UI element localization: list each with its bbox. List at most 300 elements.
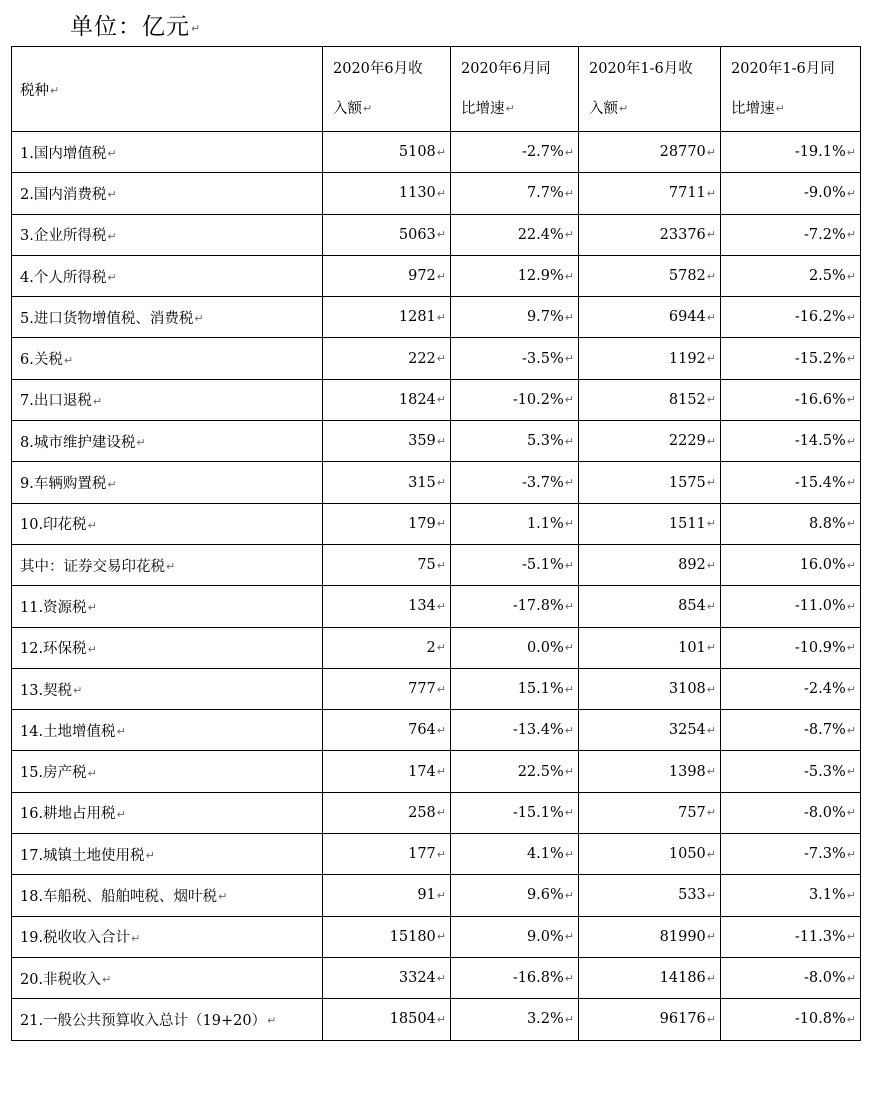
- cell-h1-revenue-text: 81990: [659, 928, 706, 945]
- paragraph-mark-icon: ↵: [564, 145, 574, 159]
- cell-tax-type: [12, 792, 323, 833]
- cell-tax-type-text: 11.资源税: [20, 599, 87, 616]
- cell-h1-growth: [721, 627, 861, 668]
- cell-june-revenue-text: 134: [408, 598, 436, 615]
- cell-h1-growth: [721, 916, 861, 957]
- paragraph-mark-icon: ↵: [73, 684, 83, 697]
- paragraph-mark-icon: ↵: [107, 188, 117, 202]
- paragraph-mark-icon: ↵: [436, 434, 446, 448]
- cell-june-revenue-text: 777: [408, 681, 436, 697]
- cell-june-revenue-text: 258: [408, 804, 436, 821]
- cell-h1-revenue-text: 96176: [659, 1011, 706, 1028]
- cell-june-growth-text: 9.0%: [526, 928, 564, 945]
- paragraph-mark-icon: ↵: [564, 186, 574, 200]
- cell-tax-type-text: 8.城市维护建设税: [20, 434, 136, 451]
- cell-june-growth-text: -10.2%: [512, 391, 564, 408]
- unit-label: [70, 8, 201, 41]
- cell-h1-revenue: [579, 379, 721, 420]
- cell-h1-revenue: [579, 668, 721, 709]
- table-row: [12, 916, 861, 957]
- cell-june-growth-text: 3.2%: [526, 1011, 564, 1028]
- cell-h1-revenue-text: 3254: [668, 722, 706, 739]
- cell-june-revenue: [323, 214, 451, 255]
- cell-h1-growth-text: -15.4%: [794, 474, 846, 491]
- table-row: [12, 255, 861, 296]
- paragraph-mark-icon: ↵: [87, 601, 97, 615]
- cell-tax-type: [12, 586, 323, 627]
- paragraph-mark-icon: ↵: [107, 477, 117, 491]
- cell-tax-type: [12, 710, 323, 751]
- paragraph-mark-icon: ↵: [436, 723, 446, 737]
- paragraph-mark-icon: ↵: [706, 806, 716, 820]
- cell-h1-revenue-text: 1511: [668, 515, 706, 532]
- paragraph-mark-icon: ↵: [505, 102, 515, 115]
- cell-june-revenue: [323, 957, 451, 998]
- cell-june-growth: [451, 627, 579, 668]
- cell-june-revenue: [323, 132, 451, 173]
- cell-tax-type: [12, 544, 323, 585]
- cell-tax-type-text: 15.房产税: [20, 765, 87, 782]
- cell-h1-growth-text: -10.8%: [794, 1011, 846, 1028]
- cell-h1-growth: [721, 668, 861, 709]
- cell-june-revenue: [323, 999, 451, 1040]
- paragraph-mark-icon: ↵: [846, 930, 856, 944]
- paragraph-mark-icon: ↵: [706, 888, 716, 902]
- cell-june-revenue-text: 75: [417, 557, 436, 574]
- paragraph-mark-icon: ↵: [564, 723, 574, 737]
- paragraph-mark-icon: ↵: [145, 849, 155, 863]
- cell-june-revenue-text: 315: [408, 474, 436, 491]
- paragraph-mark-icon: ↵: [846, 352, 856, 366]
- cell-june-growth: [451, 792, 579, 833]
- table-row: [12, 999, 861, 1040]
- cell-june-revenue: [323, 751, 451, 792]
- paragraph-mark-icon: ↵: [436, 599, 446, 613]
- paragraph-mark-icon: ↵: [706, 682, 716, 696]
- paragraph-mark-icon: ↵: [564, 971, 574, 985]
- cell-june-revenue-text: 177: [408, 846, 436, 863]
- paragraph-mark-icon: ↵: [136, 436, 146, 450]
- cell-h1-growth-text: 3.1%: [808, 887, 846, 904]
- cell-h1-revenue-text: 5782: [668, 268, 706, 285]
- cell-tax-type: [12, 627, 323, 668]
- paragraph-mark-icon: ↵: [564, 434, 574, 448]
- cell-h1-growth: [721, 255, 861, 296]
- paragraph-mark-icon: ↵: [846, 476, 856, 490]
- table-row: [12, 792, 861, 833]
- cell-h1-revenue: [579, 751, 721, 792]
- paragraph-mark-icon: ↵: [436, 269, 446, 283]
- header-tax-type-label: 税种: [20, 82, 49, 99]
- paragraph-mark-icon: ↵: [564, 930, 574, 944]
- paragraph-mark-icon: ↵: [436, 228, 446, 242]
- cell-h1-revenue-text: 1575: [668, 474, 706, 491]
- cell-h1-revenue: [579, 627, 721, 668]
- cell-h1-growth: [721, 544, 861, 585]
- paragraph-mark-icon: ↵: [87, 766, 97, 780]
- cell-june-growth: [451, 916, 579, 957]
- cell-tax-type-text: 3.企业所得税: [20, 228, 107, 245]
- cell-june-revenue-text: 5063: [398, 226, 436, 243]
- paragraph-mark-icon: ↵: [87, 518, 97, 532]
- table-row: [12, 751, 861, 792]
- paragraph-mark-icon: ↵: [166, 560, 176, 574]
- cell-june-revenue: [323, 255, 451, 296]
- cell-june-revenue: [323, 834, 451, 875]
- header-h1-revenue-line1: 2020年1-6月收: [589, 61, 693, 77]
- cell-h1-revenue-text: 1050: [668, 846, 706, 863]
- table-row: [12, 421, 861, 462]
- cell-june-growth: [451, 421, 579, 462]
- header-h1-growth: [721, 47, 861, 132]
- cell-june-growth: [451, 668, 579, 709]
- paragraph-mark-icon: ↵: [107, 147, 117, 161]
- paragraph-mark-icon: ↵: [436, 145, 446, 159]
- cell-tax-type-text: 20.非税收入: [20, 971, 102, 988]
- cell-june-revenue: [323, 421, 451, 462]
- cell-h1-revenue-text: 2229: [668, 433, 706, 450]
- paragraph-mark-icon: ↵: [564, 847, 574, 861]
- cell-june-revenue-text: 3324: [398, 970, 436, 987]
- table-header-row: [12, 47, 861, 132]
- header-h1-growth-line1: 2020年1-6月同: [731, 61, 835, 77]
- paragraph-mark-icon: ↵: [775, 102, 785, 115]
- cell-june-revenue-text: 2: [426, 639, 436, 656]
- cell-june-growth-text: 0.0%: [526, 639, 564, 656]
- cell-h1-revenue: [579, 297, 721, 338]
- cell-h1-revenue-text: 1192: [668, 350, 706, 367]
- cell-june-revenue: [323, 875, 451, 916]
- cell-june-growth-text: -13.4%: [512, 722, 564, 739]
- paragraph-mark-icon: ↵: [564, 517, 574, 531]
- cell-h1-revenue: [579, 999, 721, 1040]
- paragraph-mark-icon: ↵: [564, 641, 574, 655]
- cell-june-revenue-text: 764: [408, 722, 436, 739]
- paragraph-mark-icon: ↵: [436, 558, 446, 572]
- table-row: [12, 668, 861, 709]
- cell-tax-type-text: 10.印花税: [20, 517, 87, 534]
- paragraph-mark-icon: ↵: [436, 806, 446, 820]
- header-june-growth: [451, 47, 579, 132]
- cell-h1-growth: [721, 710, 861, 751]
- cell-h1-revenue-text: 101: [678, 639, 706, 656]
- paragraph-mark-icon: ↵: [564, 806, 574, 820]
- paragraph-mark-icon: ↵: [706, 765, 716, 779]
- cell-june-revenue: [323, 338, 451, 379]
- cell-h1-growth: [721, 834, 861, 875]
- header-june-revenue: [323, 47, 451, 132]
- cell-h1-growth-text: -11.3%: [794, 928, 846, 945]
- cell-june-growth-text: 12.9%: [517, 268, 564, 285]
- cell-h1-revenue: [579, 957, 721, 998]
- cell-tax-type-text: 6.关税: [20, 352, 63, 369]
- cell-h1-revenue: [579, 586, 721, 627]
- paragraph-mark-icon: ↵: [63, 353, 74, 367]
- cell-h1-revenue-text: 533: [678, 887, 706, 904]
- paragraph-mark-icon: ↵: [706, 599, 716, 613]
- paragraph-mark-icon: ↵: [436, 682, 446, 696]
- table-row: [12, 338, 861, 379]
- header-h1-growth-line2: 比增速: [731, 101, 775, 117]
- table-row: [12, 173, 861, 214]
- cell-h1-growth-text: -2.4%: [804, 681, 846, 697]
- cell-june-revenue: [323, 916, 451, 957]
- paragraph-mark-icon: ↵: [436, 352, 446, 366]
- table-row: [12, 586, 861, 627]
- paragraph-mark-icon: ↵: [194, 312, 204, 326]
- cell-june-growth: [451, 834, 579, 875]
- cell-h1-revenue: [579, 132, 721, 173]
- cell-june-growth: [451, 710, 579, 751]
- paragraph-mark-icon: ↵: [706, 145, 716, 159]
- paragraph-mark-icon: ↵: [564, 269, 574, 283]
- cell-june-revenue-text: 174: [408, 763, 436, 780]
- paragraph-mark-icon: ↵: [706, 476, 716, 490]
- paragraph-mark-icon: ↵: [846, 723, 856, 737]
- cell-h1-revenue: [579, 214, 721, 255]
- cell-tax-type: [12, 132, 323, 173]
- cell-h1-growth-text: -9.0%: [804, 185, 846, 202]
- paragraph-mark-icon: ↵: [267, 1014, 277, 1028]
- cell-tax-type: [12, 957, 323, 998]
- cell-h1-revenue: [579, 875, 721, 916]
- paragraph-mark-icon: ↵: [436, 393, 446, 407]
- cell-june-revenue-text: 179: [408, 515, 436, 532]
- cell-h1-growth: [721, 999, 861, 1040]
- cell-june-revenue-text: 1281: [398, 309, 436, 326]
- cell-h1-revenue: [579, 421, 721, 462]
- table-row: [12, 214, 861, 255]
- cell-h1-revenue-text: 23376: [659, 226, 706, 243]
- cell-h1-revenue: [579, 792, 721, 833]
- header-june-revenue-line1: 2020年6月收: [333, 61, 423, 77]
- cell-tax-type-text: 4.个人所得税: [20, 269, 107, 286]
- paragraph-mark-icon: ↵: [706, 186, 716, 200]
- cell-h1-revenue: [579, 710, 721, 751]
- cell-h1-revenue-text: 6944: [668, 309, 706, 326]
- cell-h1-growth-text: -14.5%: [794, 433, 846, 450]
- cell-tax-type: [12, 834, 323, 875]
- cell-tax-type: [12, 462, 323, 503]
- cell-h1-revenue-text: 7711: [668, 185, 706, 202]
- cell-june-revenue-text: 91: [417, 887, 436, 904]
- cell-h1-growth-text: -5.3%: [804, 763, 846, 780]
- cell-tax-type-text: 14.土地增值税: [20, 723, 116, 740]
- header-june-growth-line1: 2020年6月同: [461, 61, 551, 77]
- cell-h1-growth-text: -15.2%: [794, 350, 846, 367]
- paragraph-mark-icon: ↵: [846, 145, 856, 159]
- cell-tax-type: [12, 379, 323, 420]
- paragraph-mark-icon: ↵: [564, 682, 574, 696]
- paragraph-mark-icon: ↵: [131, 931, 141, 945]
- cell-h1-growth: [721, 214, 861, 255]
- cell-h1-revenue-text: 28770: [659, 144, 706, 161]
- cell-tax-type: [12, 255, 323, 296]
- cell-tax-type: [12, 751, 323, 792]
- cell-june-growth-text: -2.7%: [522, 144, 564, 161]
- cell-june-revenue-text: 1824: [398, 391, 436, 408]
- cell-h1-growth: [721, 957, 861, 998]
- cell-june-revenue-text: 5108: [398, 144, 436, 161]
- cell-tax-type-text: 12.环保税: [20, 641, 87, 658]
- cell-h1-revenue: [579, 462, 721, 503]
- cell-h1-growth-text: -7.3%: [804, 846, 846, 863]
- cell-june-growth-text: 15.1%: [517, 681, 564, 697]
- cell-june-growth: [451, 173, 579, 214]
- cell-h1-growth: [721, 503, 861, 544]
- cell-tax-type-text: 9.车辆购置税: [20, 476, 107, 493]
- cell-june-growth: [451, 586, 579, 627]
- paragraph-mark-icon: ↵: [436, 641, 446, 655]
- cell-june-revenue-text: 15180: [389, 928, 436, 945]
- cell-june-revenue-text: 18504: [389, 1011, 436, 1028]
- paragraph-mark-icon: ↵: [116, 807, 126, 821]
- paragraph-mark-icon: ↵: [846, 599, 856, 613]
- cell-june-revenue: [323, 668, 451, 709]
- paragraph-mark-icon: ↵: [107, 271, 117, 285]
- cell-h1-revenue: [579, 338, 721, 379]
- cell-h1-growth: [721, 173, 861, 214]
- paragraph-mark-icon: ↵: [706, 1012, 716, 1026]
- cell-h1-revenue: [579, 916, 721, 957]
- cell-h1-revenue: [579, 544, 721, 585]
- cell-h1-revenue-text: 892: [678, 557, 706, 574]
- cell-h1-growth: [721, 875, 861, 916]
- paragraph-mark-icon: ↵: [50, 84, 60, 97]
- cell-june-revenue: [323, 297, 451, 338]
- paragraph-mark-icon: ↵: [706, 971, 716, 985]
- paragraph-mark-icon: ↵: [436, 888, 446, 902]
- paragraph-mark-icon: ↵: [436, 847, 446, 861]
- cell-june-growth: [451, 255, 579, 296]
- table-row: [12, 132, 861, 173]
- paragraph-mark-icon: ↵: [363, 102, 373, 115]
- cell-june-revenue-text: 972: [408, 268, 436, 285]
- paragraph-mark-icon: ↵: [436, 476, 446, 490]
- cell-june-revenue: [323, 710, 451, 751]
- cell-june-revenue-text: 359: [408, 433, 436, 450]
- table-row: [12, 462, 861, 503]
- cell-june-growth: [451, 999, 579, 1040]
- cell-tax-type-text: 5.进口货物增值税、消费税: [20, 310, 194, 327]
- cell-june-growth-text: 4.1%: [526, 846, 564, 863]
- paragraph-mark-icon: ↵: [436, 971, 446, 985]
- paragraph-mark-icon: ↵: [564, 476, 574, 490]
- paragraph-mark-icon: ↵: [564, 228, 574, 242]
- paragraph-mark-icon: ↵: [436, 930, 446, 944]
- unit-label-text: 单位：亿元: [70, 14, 190, 40]
- cell-june-growth: [451, 132, 579, 173]
- paragraph-mark-icon: ↵: [706, 723, 716, 737]
- tax-revenue-table: [11, 46, 861, 1041]
- table-row: [12, 710, 861, 751]
- cell-june-growth: [451, 338, 579, 379]
- cell-june-growth: [451, 379, 579, 420]
- paragraph-mark-icon: ↵: [706, 269, 716, 283]
- cell-h1-revenue-text: 854: [678, 598, 706, 615]
- cell-tax-type-text: 2.国内消费税: [20, 186, 107, 203]
- cell-tax-type-text: 18.车船税、船舶吨税、烟叶税: [20, 888, 218, 905]
- cell-june-revenue: [323, 586, 451, 627]
- cell-june-growth: [451, 544, 579, 585]
- cell-h1-revenue-text: 1398: [668, 763, 706, 780]
- paragraph-mark-icon: ↵: [846, 517, 856, 531]
- cell-h1-growth-text: 16.0%: [799, 557, 846, 574]
- paragraph-mark-icon: ↵: [706, 352, 716, 366]
- paragraph-mark-icon: ↵: [846, 641, 856, 655]
- paragraph-mark-icon: ↵: [218, 890, 228, 904]
- paragraph-mark-icon: ↵: [846, 393, 856, 407]
- cell-tax-type: [12, 503, 323, 544]
- cell-h1-growth-text: -8.0%: [804, 804, 846, 821]
- paragraph-mark-icon: ↵: [564, 765, 574, 779]
- cell-june-growth-text: 22.5%: [517, 763, 564, 780]
- cell-tax-type: [12, 999, 323, 1040]
- cell-h1-revenue: [579, 173, 721, 214]
- cell-tax-type: [12, 173, 323, 214]
- cell-june-growth-text: 9.6%: [526, 887, 564, 904]
- paragraph-mark-icon: ↵: [846, 888, 856, 902]
- paragraph-mark-icon: ↵: [706, 930, 716, 944]
- paragraph-mark-icon: ↵: [846, 1012, 856, 1026]
- paragraph-mark-icon: ↵: [564, 352, 574, 366]
- cell-h1-growth-text: -16.6%: [794, 391, 846, 408]
- cell-june-growth-text: 7.7%: [526, 185, 564, 202]
- table-body: [12, 132, 861, 1041]
- cell-june-growth: [451, 957, 579, 998]
- cell-june-growth-text: -3.5%: [522, 350, 564, 367]
- table-row: [12, 503, 861, 544]
- table-row: [12, 834, 861, 875]
- cell-tax-type-text: 其中：证券交易印花税: [20, 558, 165, 575]
- cell-h1-growth-text: 2.5%: [808, 268, 846, 285]
- paragraph-mark-icon: ↵: [436, 765, 446, 779]
- header-h1-revenue: [579, 47, 721, 132]
- cell-tax-type: [12, 916, 323, 957]
- cell-june-growth-text: 1.1%: [526, 515, 564, 532]
- table-row: [12, 297, 861, 338]
- table-row: [12, 627, 861, 668]
- cell-h1-revenue-text: 757: [678, 804, 706, 821]
- paragraph-mark-icon: ↵: [846, 558, 856, 572]
- cell-june-revenue: [323, 792, 451, 833]
- cell-h1-growth-text: -8.7%: [804, 722, 846, 739]
- header-june-growth-line2: 比增速: [461, 101, 505, 117]
- cell-tax-type-text: 21.一般公共预算收入总计（19+20）: [20, 1012, 267, 1029]
- paragraph-mark-icon: ↵: [846, 971, 856, 985]
- cell-h1-revenue-text: 3108: [668, 681, 706, 697]
- cell-june-revenue: [323, 627, 451, 668]
- cell-h1-growth: [721, 751, 861, 792]
- paragraph-mark-icon: ↵: [436, 1012, 446, 1026]
- cell-june-growth-text: -15.1%: [512, 804, 564, 821]
- cell-h1-growth-text: -16.2%: [794, 309, 846, 326]
- header-june-revenue-line2: 入额: [333, 101, 362, 117]
- cell-tax-type-text: 7.出口退税: [20, 393, 92, 410]
- cell-tax-type-text: 17.城镇土地使用税: [20, 847, 145, 864]
- cell-tax-type: [12, 214, 323, 255]
- paragraph-mark-icon: ↵: [564, 310, 574, 324]
- cell-h1-revenue: [579, 255, 721, 296]
- cell-june-revenue: [323, 462, 451, 503]
- cell-h1-growth-text: -19.1%: [794, 144, 846, 161]
- paragraph-mark-icon: ↵: [706, 434, 716, 448]
- paragraph-mark-icon: ↵: [706, 393, 716, 407]
- paragraph-mark-icon: ↵: [846, 434, 856, 448]
- cell-h1-revenue: [579, 834, 721, 875]
- paragraph-mark-icon: ↵: [107, 229, 117, 243]
- paragraph-mark-icon: ↵: [436, 310, 446, 324]
